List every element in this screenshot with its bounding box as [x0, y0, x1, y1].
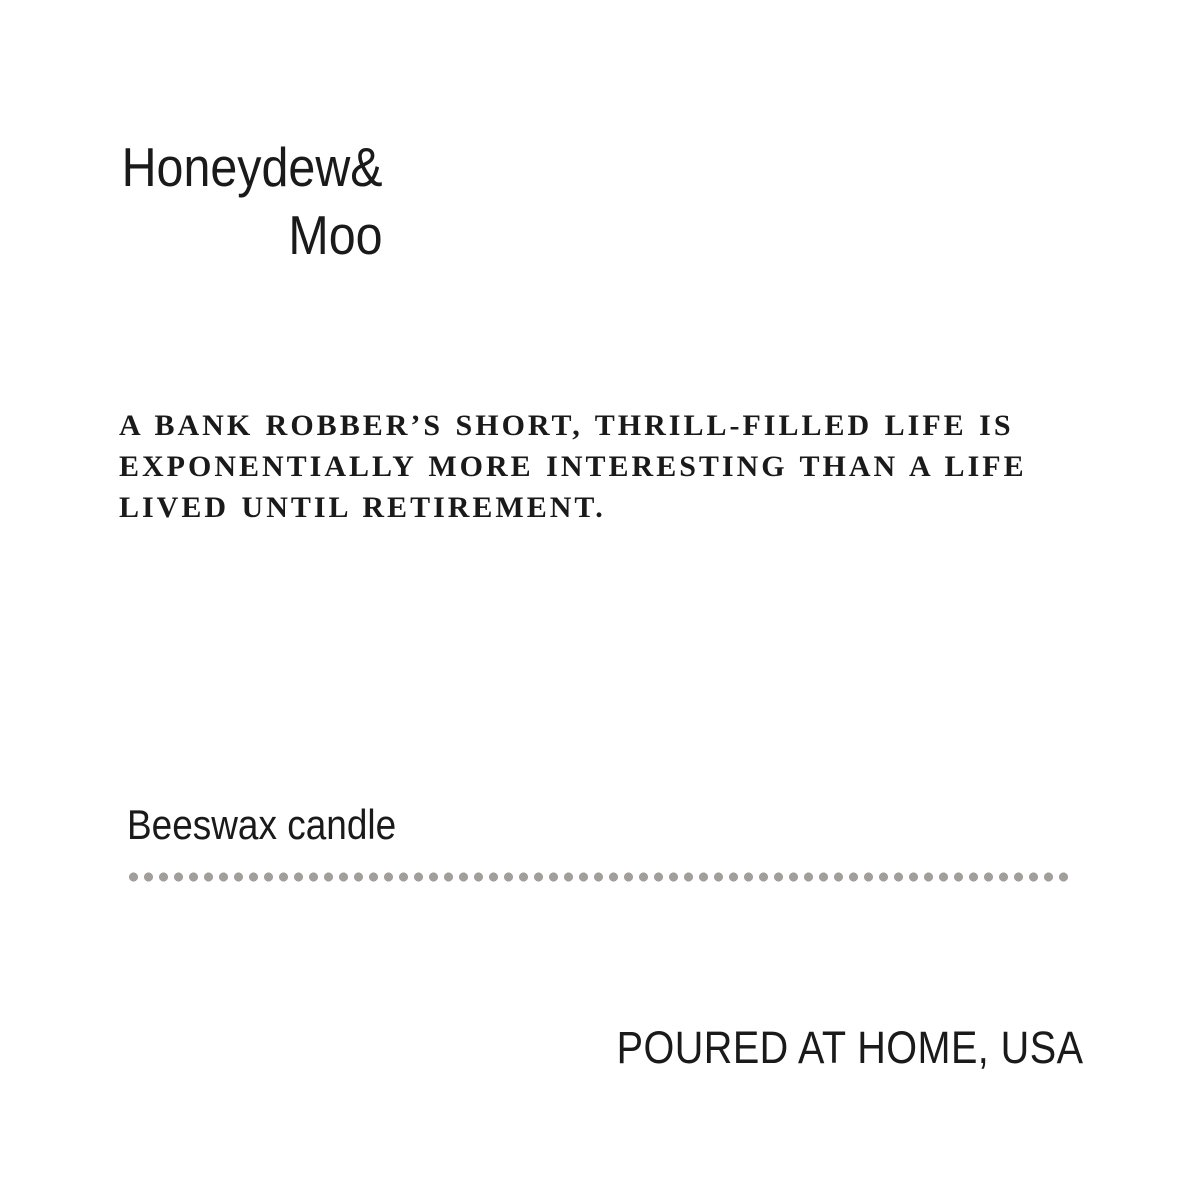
origin-text: POURED AT HOME, USA	[616, 1022, 1083, 1073]
dotted-divider	[126, 872, 1071, 882]
brand-line-2: Moo	[288, 204, 383, 266]
quote-line-3: LIVED UNTIL RETIREMENT.	[119, 491, 606, 524]
quote-line-2: EXPONENTIALLY MORE INTERESTING THAN A LIFE	[119, 450, 1027, 483]
product-name: Beeswax candle	[127, 801, 397, 848]
quote-block	[119, 405, 1027, 528]
brand-logo	[122, 133, 383, 269]
brand-line-1: Honeydew&	[122, 136, 383, 198]
quote-line-1: A BANK ROBBER’S SHORT, THRILL-FILLED LIFE IS	[119, 409, 1014, 442]
